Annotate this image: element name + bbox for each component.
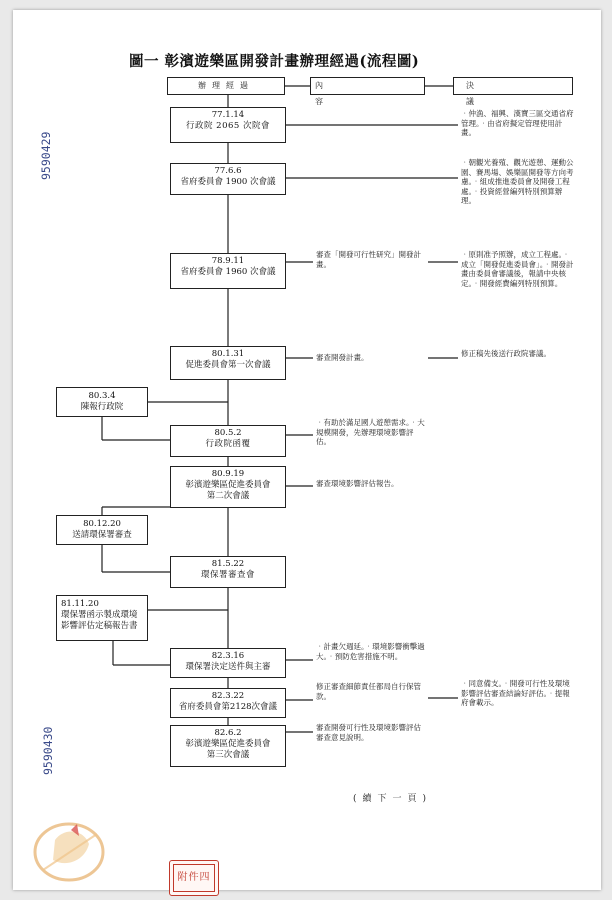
step-desc: 彰濱遊樂區促進委員會	[185, 739, 271, 749]
attachment-seal	[169, 860, 219, 896]
decision-2: ‧朝觀光養殖、觀光遊憩、運動公園、賽馬場、娛樂區開發等方向考慮。‧組成推進委員會及開發工程處。‧投資經營編列特別預算辦理。	[461, 158, 574, 205]
step-box-9	[170, 688, 286, 718]
step-desc: 省府委員會 1900 次會議	[180, 177, 276, 187]
side-box-1	[56, 387, 148, 417]
step-desc: 促進委員會第一次會議	[185, 360, 271, 370]
decision-3: ‧原則准予照辦，成立工程處。‧成立「開發促進委員會」。‧開發計畫由委員會審議後，報請中央核定。‧開發經費編列特別預算。	[461, 250, 574, 288]
step-box-7	[170, 556, 286, 588]
content-4: 審查環境影響評估報告。	[316, 479, 399, 488]
step-date: 77.1.14	[211, 110, 245, 120]
content-1: 審查「開發可行性研究」開發計畫。	[316, 250, 421, 269]
step-box-10	[170, 725, 286, 767]
archive-number-stamp-bottom: 9590430	[41, 726, 55, 775]
step-box-8	[170, 648, 286, 678]
step-box-1	[170, 107, 286, 143]
document-title: 圖一 彰濱遊樂區開發計畫辦理經過(流程圖)	[129, 53, 420, 70]
step-date: 77.6.6	[214, 166, 242, 176]
step-box-5	[170, 425, 286, 457]
step-desc: 省府委員會 1960 次會議	[180, 267, 276, 277]
step-desc: 行政院 2065 次院會	[185, 121, 271, 131]
archive-number-stamp-top: 9590429	[39, 131, 53, 180]
header-process: 辦理經過	[167, 77, 285, 95]
archive-logo-icon	[27, 810, 117, 890]
step-date: 80.5.2	[214, 428, 242, 438]
side-desc: 環保署函示製成環境影響評估定稿報告書	[61, 610, 138, 631]
step-desc: 行政院函覆	[205, 439, 251, 449]
decision-4: 修正稿先後送行政院審議。	[461, 349, 551, 358]
side-date: 81.11.20	[61, 599, 99, 609]
header-decision: 決議	[453, 77, 573, 95]
step-box-2	[170, 163, 286, 195]
header-content: 內容	[310, 77, 425, 95]
step-desc: 環保署決定送件與主審	[185, 662, 271, 672]
step-date: 82.3.16	[211, 651, 245, 661]
step-date: 80.1.31	[211, 349, 245, 359]
content-5: ‧計畫欠週延。‧環境影響衝擊過大。‧預防危害措施不明。	[316, 642, 425, 661]
continued-footer: (續下一頁)	[353, 794, 433, 804]
step-date: 78.9.11	[211, 256, 245, 266]
step-date: 81.5.22	[211, 559, 245, 569]
step-box-4	[170, 346, 286, 380]
step-date: 82.3.22	[211, 691, 245, 701]
content-7: 審查開發可行性及環境影響評估審查意見說明。	[316, 723, 421, 742]
step-desc-2: 第三次會議	[206, 750, 250, 760]
step-box-6	[170, 466, 286, 508]
step-desc: 彰濱遊樂區促進委員會	[185, 480, 271, 490]
step-desc: 省府委員會第2128次會議	[178, 702, 278, 712]
step-desc-2: 第二次會議	[206, 491, 250, 501]
content-3: ‧有助於滿足國人遊憩需求。‧大規模開發，先辦理環境影響評估。	[316, 418, 425, 446]
side-box-3	[56, 595, 148, 641]
step-date: 80.9.19	[211, 469, 245, 479]
decision-1: ‧仲漁、福興、漢寶三區交通省府管理。‧由省府擬定管理使用計畫。	[461, 109, 574, 137]
side-desc: 送請環保署審查	[72, 530, 132, 540]
step-desc: 環保署審查會	[200, 570, 255, 580]
side-desc: 陳報行政院	[80, 402, 124, 412]
document-page	[13, 10, 601, 890]
seal-text: 附件四	[173, 864, 215, 892]
decision-5: ‧同意備支。‧開發可行性及環境影響評估審查結論好評估。‧提報府會載示。	[461, 679, 570, 707]
side-date: 80.3.4	[88, 391, 116, 401]
content-2: 審查開發計畫。	[316, 353, 369, 362]
side-date: 80.12.20	[83, 519, 121, 529]
content-6: 修正審查細節責任都局自行保管款。	[316, 682, 421, 701]
flowchart-connectors	[13, 10, 601, 890]
side-box-2	[56, 515, 148, 545]
step-date: 82.6.2	[214, 728, 242, 738]
step-box-3	[170, 253, 286, 289]
